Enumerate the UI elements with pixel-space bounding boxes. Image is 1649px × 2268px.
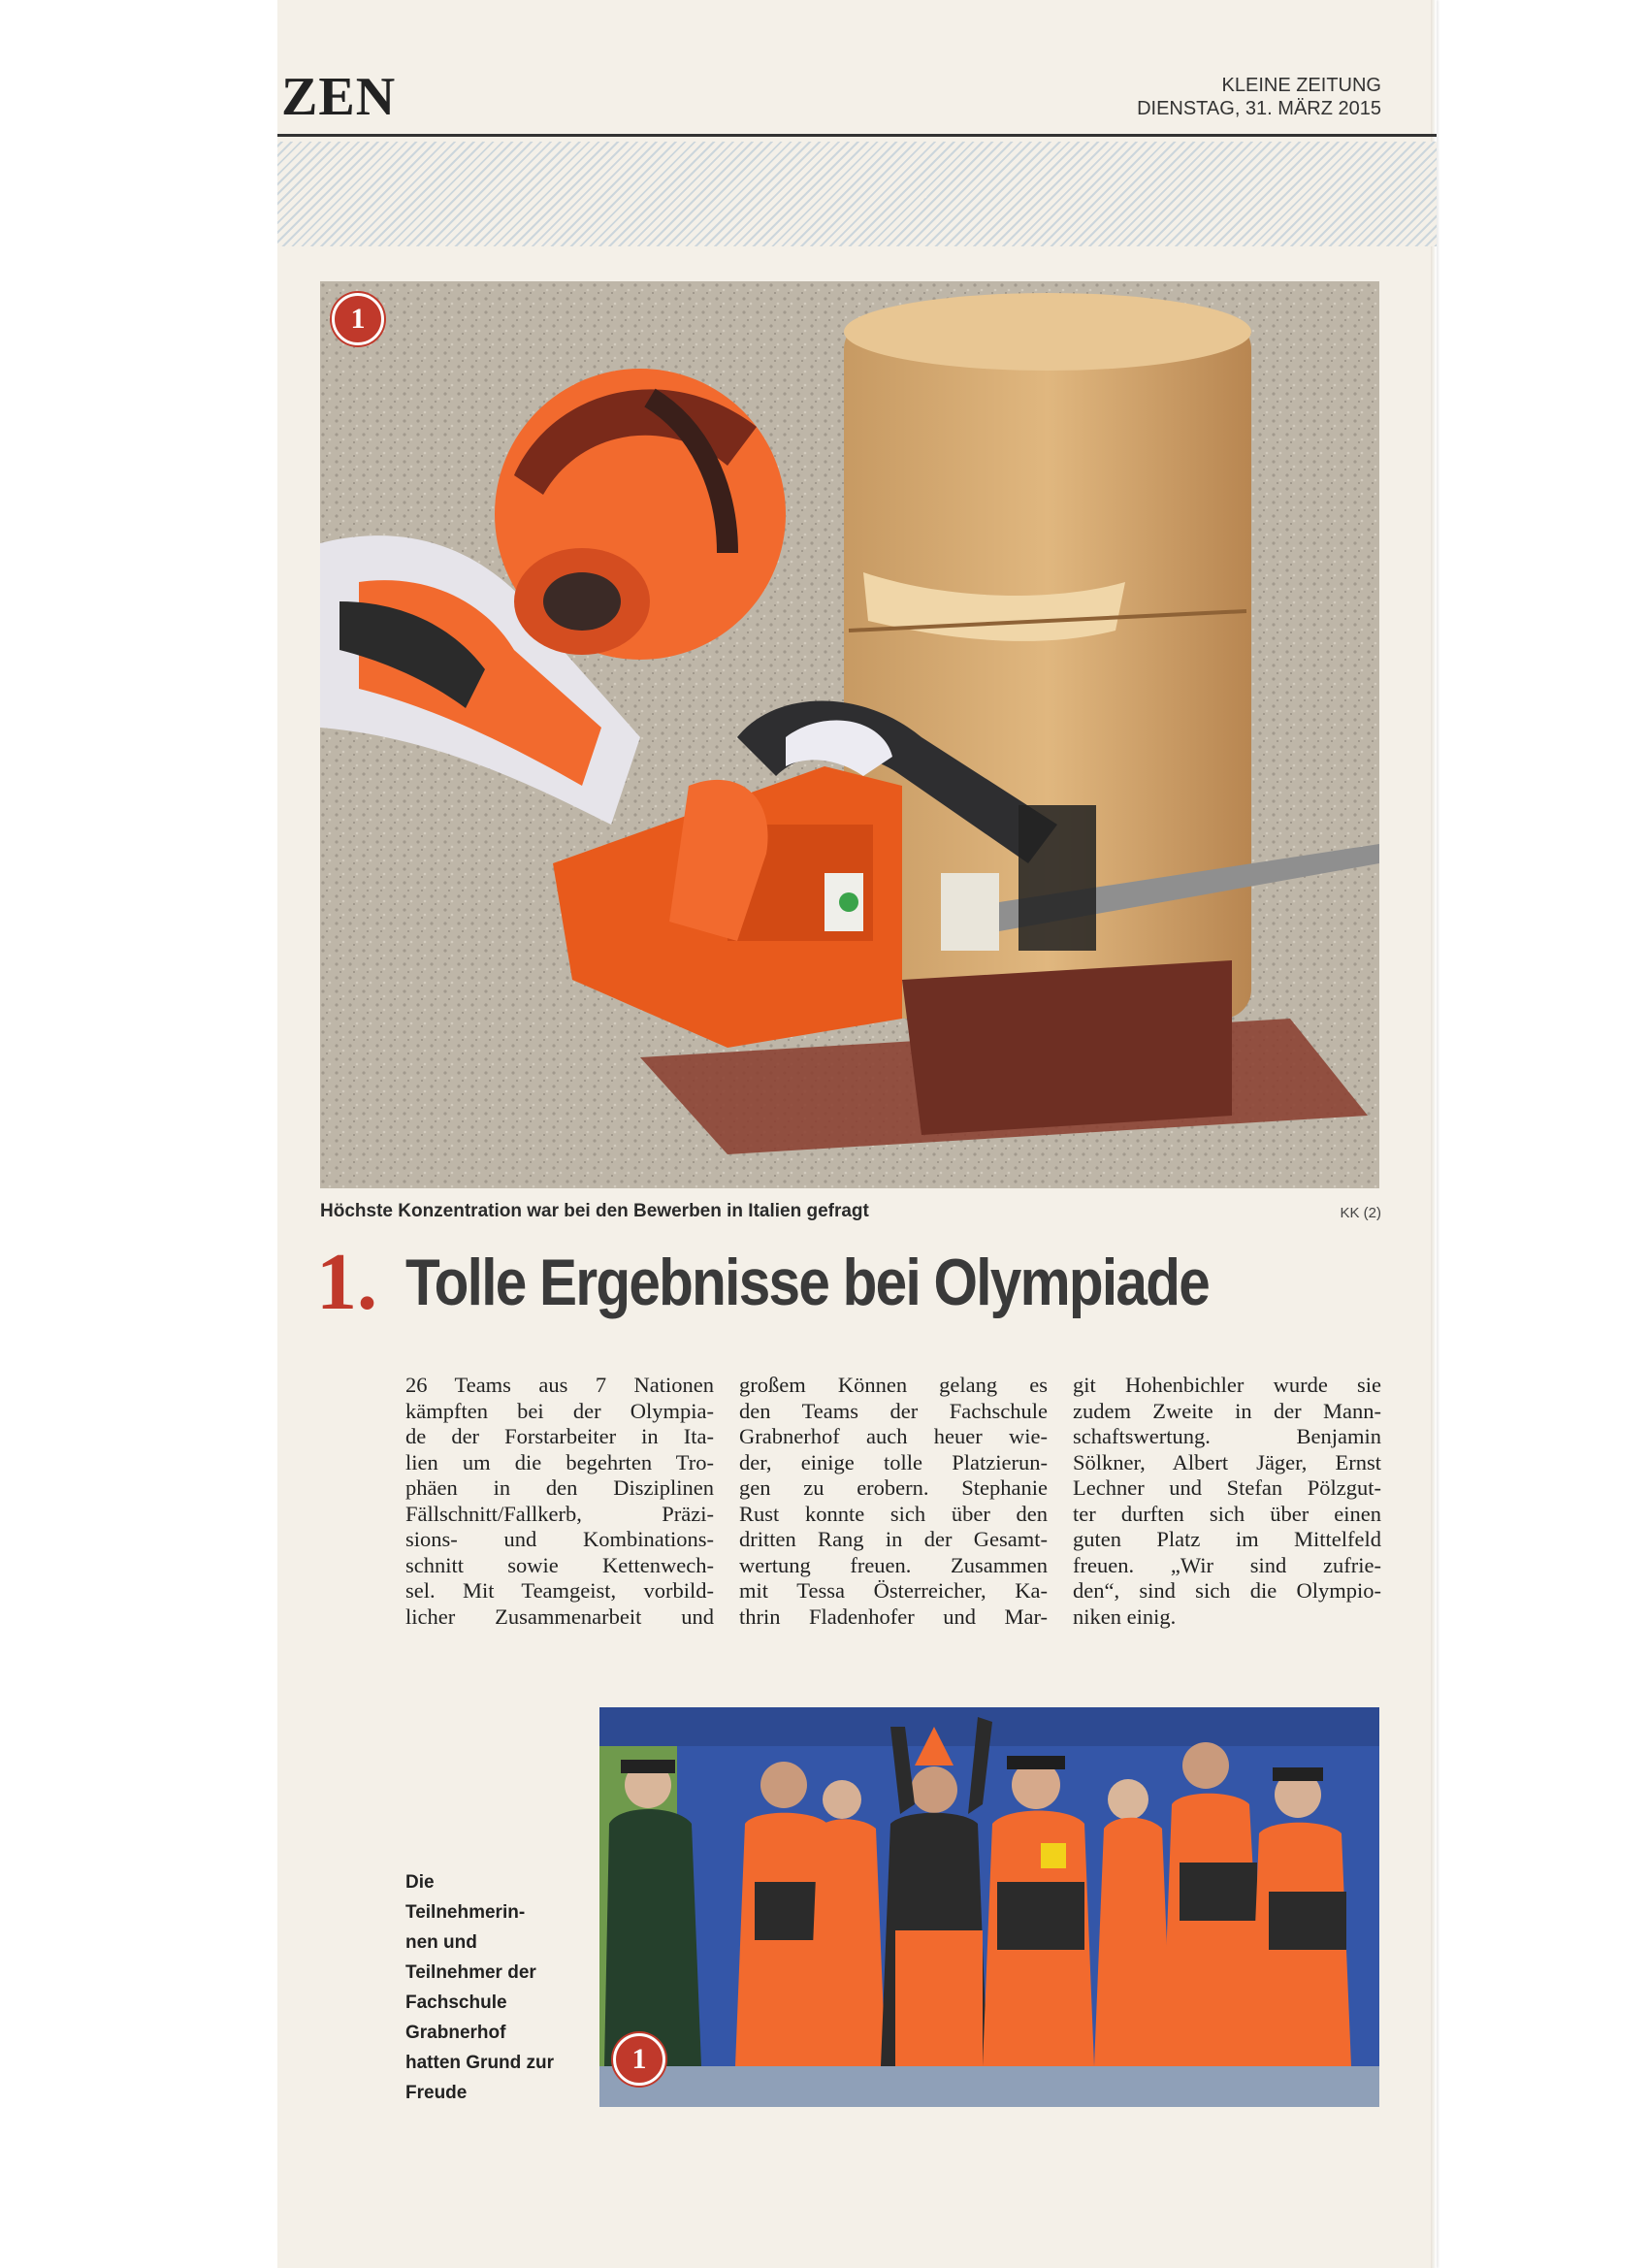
team-photo-illustration: [599, 1707, 1379, 2107]
team-photo-caption: [405, 1867, 554, 2108]
team-caption-line: Grabnerhof: [405, 2023, 506, 2043]
photo-caption: Höchste Konzentration war bei den Bewerben in Italien gefragt: [320, 1201, 869, 1221]
article-line: thrin Fladenhofer und Mar-: [739, 1604, 1048, 1629]
article-line: Fällschnitt/Fallkerb, Präzi-: [405, 1501, 714, 1526]
headline-number: 1.: [316, 1237, 377, 1327]
masthead: [1137, 74, 1381, 120]
article-line: dritten Rang in der Gesamt-: [739, 1527, 1048, 1551]
photo-credit: KK (2): [1340, 1205, 1381, 1221]
team-caption-line: Freude: [405, 2083, 468, 2103]
article-line: Grabnerhof auch heuer wie-: [739, 1424, 1048, 1448]
team-caption-line: Die: [405, 1872, 435, 1893]
chainsaw-photo: [320, 281, 1379, 1188]
article-line: gen zu erobern. Stephanie: [739, 1475, 1048, 1500]
chainsaw-photo-illustration: [320, 281, 1379, 1188]
photo-marker-badge: 1: [332, 293, 384, 345]
article-line: sel. Mit Teamgeist, vorbild-: [405, 1578, 714, 1603]
issue-date: DIENSTAG, 31. MÄRZ 2015: [1137, 98, 1381, 119]
team-caption-line: hatten Grund zur: [405, 2053, 555, 2073]
article-line: der, einige tolle Platzierun-: [739, 1449, 1048, 1474]
article-line: Rust konnte sich über den: [739, 1501, 1048, 1526]
page-edge: [1431, 0, 1437, 2268]
article-line: freuen. „Wir sind zufrie-: [1073, 1552, 1381, 1577]
team-photo-marker-badge: 1: [613, 2033, 665, 2086]
article-line: lien um die begehrten Tro-: [405, 1449, 714, 1474]
article-line: großem Können gelang es: [739, 1373, 1048, 1397]
article-line: git Hohenbichler wurde sie: [1073, 1373, 1381, 1397]
article-line: schnitt sowie Kettenwech-: [405, 1552, 714, 1577]
article-line: sions- und Kombinations-: [405, 1527, 714, 1551]
section-label: ZEN: [281, 67, 397, 127]
article-line: zudem Zweite in der Mann-: [1073, 1398, 1381, 1423]
publication-name: KLEINE ZEITUNG: [1221, 75, 1381, 96]
article-line: mit Tessa Österreicher, Ka-: [739, 1578, 1048, 1603]
article-line: guten Platz im Mittelfeld: [1073, 1527, 1381, 1551]
article-line: schaftswertung. Benjamin: [1073, 1424, 1381, 1448]
article-line: phäen in den Disziplinen: [405, 1475, 714, 1500]
article-line: Sölkner, Albert Jäger, Ernst: [1073, 1449, 1381, 1474]
team-caption-line: Fachschule: [405, 1993, 507, 2013]
article-line: den“, sind sich die Olympio-: [1073, 1578, 1381, 1603]
article-line: de der Forstarbeiter in Ita-: [405, 1424, 714, 1448]
team-caption-line: Teilnehmer der: [405, 1962, 536, 1983]
team-photo: [599, 1707, 1379, 2107]
header-rule: [277, 134, 1437, 137]
article-column-3: [1073, 1373, 1381, 1630]
headline: Tolle Ergebnisse bei Olympiade: [405, 1246, 1210, 1319]
article-line: wertung freuen. Zusammen: [739, 1552, 1048, 1577]
team-caption-line: nen und: [405, 1932, 477, 1953]
article-line: niken einig.: [1073, 1604, 1177, 1629]
article-line: den Teams der Fachschule: [739, 1398, 1048, 1423]
article-line: ter durften sich über einen: [1073, 1501, 1381, 1526]
article-line: kämpften bei der Olympia-: [405, 1398, 714, 1423]
hatched-band: [277, 142, 1437, 246]
article-column-2: [739, 1373, 1048, 1630]
article-line: Lechner und Stefan Pölzgut-: [1073, 1475, 1381, 1500]
team-caption-line: Teilnehmerin-: [405, 1902, 526, 1923]
article-line: 26 Teams aus 7 Nationen: [405, 1373, 714, 1397]
article-line: licher Zusammenarbeit und: [405, 1604, 714, 1629]
article-column-1: [405, 1373, 714, 1630]
